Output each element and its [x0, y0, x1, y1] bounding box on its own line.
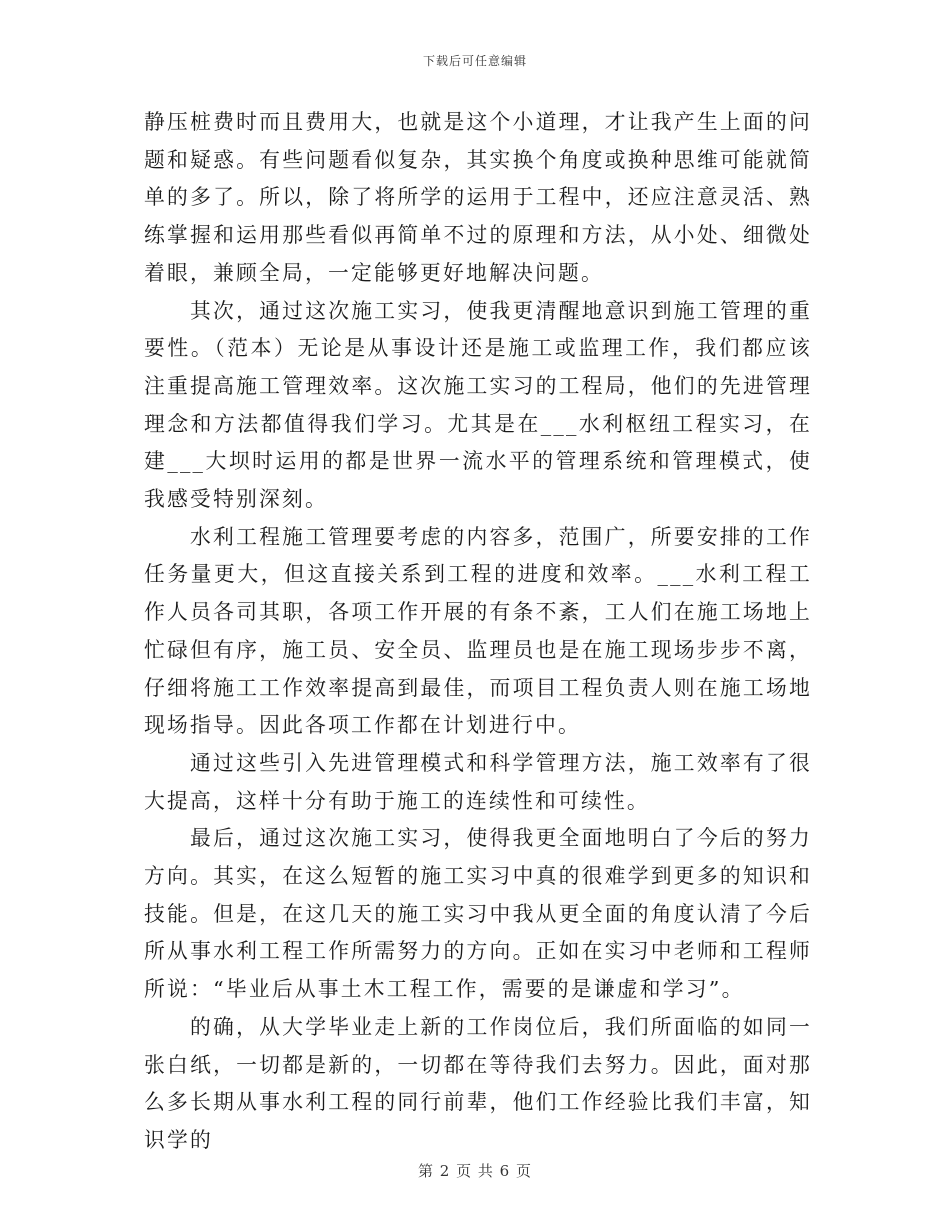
paragraph-future-direction: 最后，通过这次施工实习，使得我更全面地明白了今后的努力方向。其实，在这么短暂的施工实习中真的很难学到更多的知识和技能。但是，在这几天的施工实习中我从更全面的角度认清了今后所从事水利工程工作所需努力的方向。正如在实习中老师和工程师所说：“毕业后从事土木工程工作，需要的是谦虚和学习”。 [144, 826, 812, 1002]
document-body [144, 104, 812, 1160]
paragraph-construction-management: 其次，通过这次施工实习，使我更清醒地意识到施工管理的重要性。（范本）无论是从事设计还是施工或监理工作，我们都应该注重提高施工管理效率。这次施工实习的工程局，他们的先进管理理念和方法都值得我们学习。尤其是在___水利枢纽工程实习，在建___大坝时运用的都是世界一流水平的管理系统和管理模式，使我感受特别深刻。 [144, 298, 812, 512]
paragraph-continued: 静压桩费时而且费用大，也就是这个小道理，才让我产生上面的问题和疑惑。有些问题看似复杂，其实换个角度或换种思维可能就简单的多了。所以，除了将所学的运用于工程中，还应注意灵活、熟练掌握和运用那些看似再简单不过的原理和方法，从小处、细微处着眼，兼顾全局，一定能够更好地解决问题。 [144, 110, 812, 285]
paragraph-water-conservancy-management: 水利工程施工管理要考虑的内容多，范围广，所要安排的工作任务量更大，但这直接关系到工程的进度和效率。___水利工程工作人员各司其职，各项工作开展的有条不紊，工人们在施工场地上忙碌但有序，施工员、安全员、监理员也是在施工现场步步不离，仔细将施工工作效率提高到最佳，而项目工程负责人则在施工场地现场指导。因此各项工作都在计划进行中。 [144, 524, 812, 738]
page-number: 第 2 页 共 6 页 [418, 1162, 532, 1180]
page-header: 下载后可任意编辑 [422, 54, 527, 68]
paragraph-new-job: 的确，从大学毕业走上新的工作岗位后，我们所面临的如同一张白纸，一切都是新的，一切都在等待我们去努力。因此，面对那么多长期从事水利工程的同行前辈，他们工作经验比我们丰富，知识学的 [144, 1014, 812, 1152]
paragraph-efficiency: 通过这些引入先进管理模式和科学管理方法，施工效率有了很大提高，这样十分有助于施工的连续性和可续性。 [144, 750, 812, 813]
